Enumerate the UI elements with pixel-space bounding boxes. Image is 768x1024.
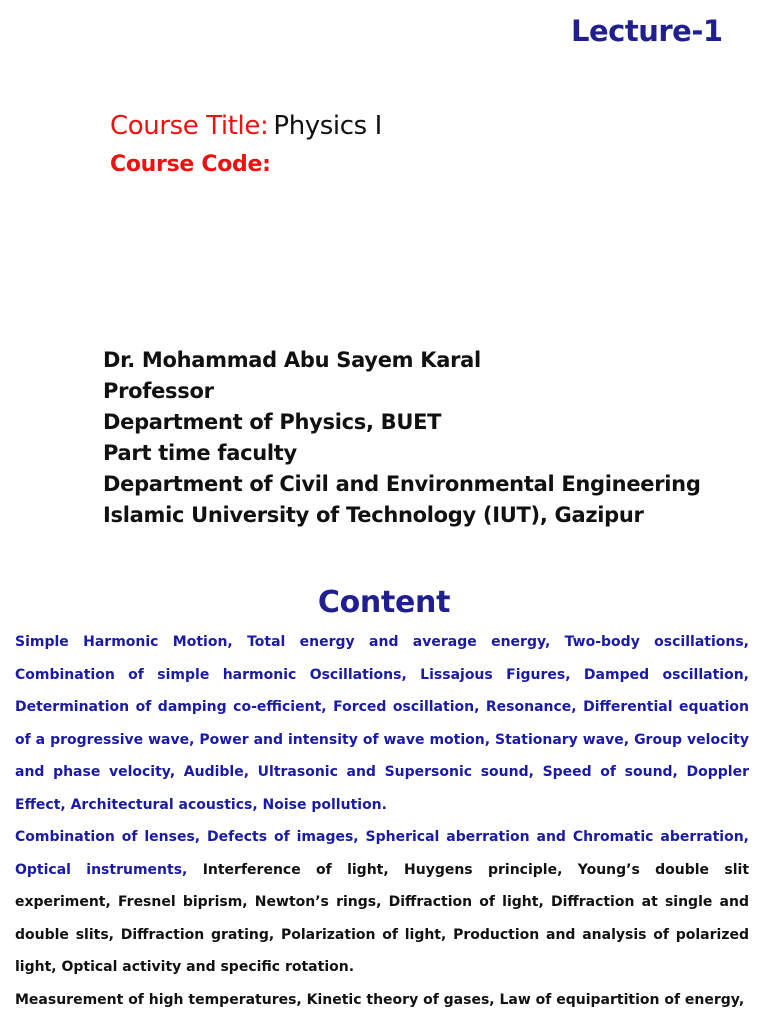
content-topic-text: Measurement of high temperatures, Kinetic theory of gases, Law of equipartition of energy, [15,991,745,1008]
instructor-role: Part time faculty [103,441,297,465]
content-topic-text: Interference of light, Huygens principle, Young’s double slit experiment, Fresnel biprism, Newton’s rings, Diffraction of light, Diffraction at single and double slits, Diffraction grating, Polarization of light, Production and analysis of polarized light, Optical activity and specific rotation. [15,861,750,975]
course-title-label: Course Title: [110,111,269,141]
lecture-label: Lecture-1 [571,14,723,48]
instructor-position: Professor [103,379,214,403]
content-body [15,626,749,1016]
instructor-department: Department of Physics, BUET [103,410,442,434]
content-paragraph [15,984,749,1017]
content-paragraph [15,821,749,984]
instructor-info [103,345,701,531]
instructor-institution: Islamic University of Technology (IUT), Gazipur [103,503,644,527]
content-topic-text: Simple Harmonic Motion, Total energy and average energy, Two-body oscillations, Combination of simple harmonic Oscillations, Lissajous Figures, Damped oscillation, Determination of damping co-efficient, Forced oscillation, Resonance, Differential equation of a progressive wave, Power and intensity of wave motion, Stationary wave, Group velocity and phase velocity, Audible, Ultrasonic and Supersonic sound, Speed of sound, Doppler Effect, Architectural acoustics, Noise pollution. [15,634,749,813]
course-code-label: Course Code: [110,152,271,177]
course-info [110,108,382,184]
course-code-line [110,147,382,184]
content-paragraph [15,626,749,821]
course-title-value: Physics I [273,111,382,141]
course-title-line [110,108,382,147]
instructor-name: Dr. Mohammad Abu Sayem Karal [103,348,481,372]
content-heading: Content [317,585,451,620]
instructor-secondary-department: Department of Civil and Environmental Engineering [103,472,701,496]
content-topic-text: Combination of lenses, Defects of images, Spherical aberration and Chromatic aberration, Optical instruments, [15,829,749,878]
